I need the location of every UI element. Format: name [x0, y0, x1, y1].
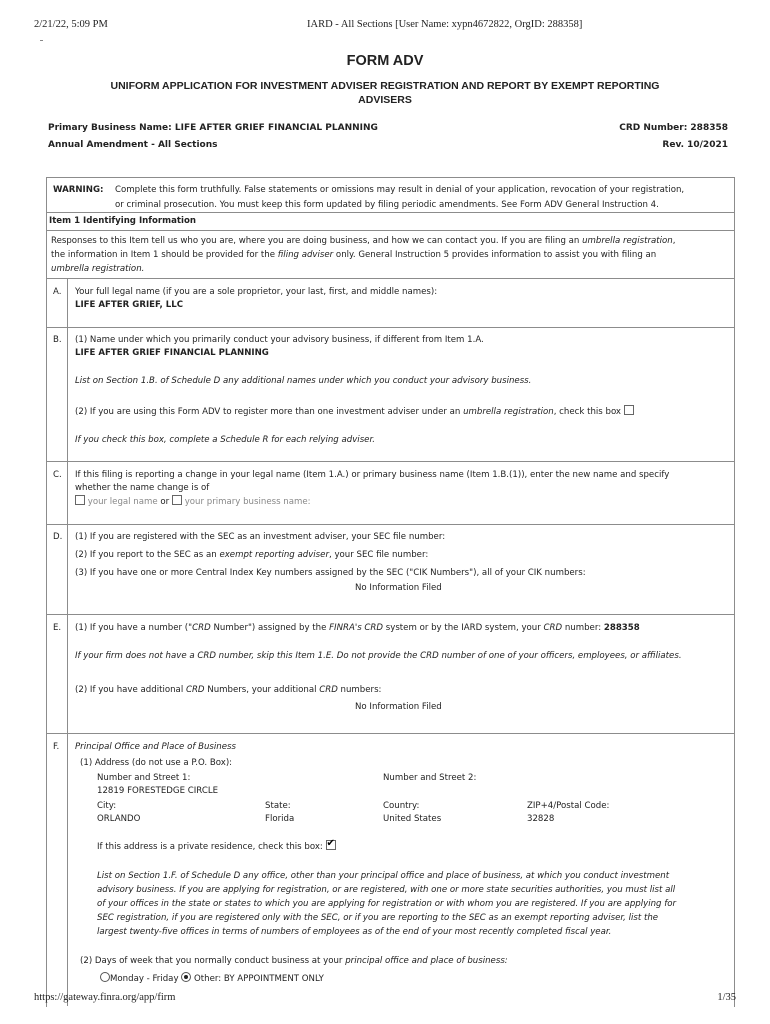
- item-D-q3-answer: No Information Filed: [355, 583, 442, 593]
- print-url: https://gateway.finra.org/app/firm: [34, 992, 176, 1003]
- country-label: Country:: [383, 801, 420, 811]
- item-B-note2: If you check this box, complete a Schedule R for each relying adviser.: [75, 435, 375, 445]
- business-name-option-label: your primary business name:: [184, 497, 311, 507]
- warning-line2: or criminal prosecution. You must keep this form updated by filing periodic amendments. See Form ADV General Instruction 4.: [115, 200, 659, 210]
- item1-intro-line3: umbrella registration.: [51, 264, 145, 274]
- item-F-note-line5: largest twenty-five offices in terms of numbers of employees as of the end of your most recently completed fiscal year.: [97, 927, 612, 937]
- revision: Rev. 10/2021: [662, 140, 728, 150]
- item-F-note-line4: SEC registration, if you are registered only with the SEC, or if you are reporting to the SEC as an exempt reporting adviser, list the: [97, 913, 659, 923]
- state-value: Florida: [265, 814, 295, 824]
- item-B-note1: List on Section 1.B. of Schedule D any additional names under which you conduct your advisory business.: [75, 376, 532, 386]
- divider: [46, 614, 735, 615]
- item-E-q2: (2) If you have additional CRD Numbers, your additional CRD numbers:: [75, 685, 382, 695]
- item-F-note-line2: advisory business. If you are applying for registration, or are registered, with one or more state securities authorities, you must list all: [97, 885, 676, 895]
- crd-number: CRD Number: 288358: [619, 123, 728, 133]
- legal-name-option-label: your legal name: [87, 497, 158, 507]
- item-B-q1: (1) Name under which you primarily conduct your advisory business, if different from Item 1.A.: [75, 335, 484, 345]
- item-F-note-line3: of your offices in the state or states to which you are applying for registration or with whom you are registered. If you are applying for: [97, 899, 677, 909]
- item-A-question: Your full legal name (if you are a sole proprietor, your last, first, and middle names):: [75, 287, 438, 297]
- divider: [46, 461, 735, 462]
- item-C-options: your legal name or your primary business name:: [75, 495, 311, 509]
- form-subtitle-line2: ADVISERS: [358, 94, 412, 106]
- item-F-note-line1: List on Section 1.F. of Schedule D any office, other than your principal office and place of business, at which you conduct investment: [97, 871, 670, 881]
- item1-heading: Item 1 Identifying Information: [49, 216, 196, 226]
- legal-name-change-checkbox[interactable]: [75, 495, 85, 505]
- item-B-letter: B.: [53, 335, 62, 345]
- annual-amendment: Annual Amendment - All Sections: [48, 140, 218, 150]
- stray-mark: [40, 40, 43, 41]
- warning-line1: Complete this form truthfully. False statements or omissions may result in denial of your application, revocation of your registration,: [115, 185, 685, 195]
- print-page-title: IARD - All Sections [User Name: xypn4672822, OrgID: 288358]: [307, 19, 583, 30]
- street2-label: Number and Street 2:: [383, 773, 477, 783]
- item-F-heading: Principal Office and Place of Business: [75, 742, 236, 752]
- divider: [46, 278, 735, 279]
- item-E-q2-answer: No Information Filed: [355, 702, 442, 712]
- other-days-label: Other: BY APPOINTMENT ONLY: [194, 974, 324, 984]
- item-D-letter: D.: [53, 532, 63, 542]
- item-F-sub2: (2) Days of week that you normally conduct business at your principal office and place of business:: [80, 956, 508, 966]
- form-subtitle-line1: UNIFORM APPLICATION FOR INVESTMENT ADVISER REGISTRATION AND REPORT BY EXEMPT REPORTING: [110, 80, 660, 92]
- item-D-q2: (2) If you report to the SEC as an exempt reporting adviser, your SEC file number:: [75, 550, 429, 560]
- item-E-note: If your firm does not have a CRD number, skip this Item 1.E. Do not provide the CRD number of one of your officers, employees, or affiliates.: [75, 651, 682, 661]
- item-D-q3: (3) If you have one or more Central Index Key numbers assigned by the SEC ("CIK Numbers"), all of your CIK numbers:: [75, 568, 586, 578]
- item-B-q2: (2) If you are using this Form ADV to register more than one investment adviser under an umbrella registration, check this box: [75, 405, 634, 419]
- divider: [46, 212, 735, 213]
- item1-intro-line1: Responses to this Item tell us who you are, where you are doing business, and how we can contact you. If you are filing an umbrella registration,: [51, 236, 676, 246]
- street1-value: 12819 FORESTEDGE CIRCLE: [97, 786, 219, 796]
- item-C-line2: whether the name change is of: [75, 483, 210, 493]
- private-residence-checkbox[interactable]: [326, 840, 336, 850]
- country-value: United States: [383, 814, 442, 824]
- divider: [46, 524, 735, 525]
- primary-business-name: Primary Business Name: LIFE AFTER GRIEF FINANCIAL PLANNING: [48, 123, 378, 133]
- umbrella-registration-checkbox[interactable]: [624, 405, 634, 415]
- item-E-letter: E.: [53, 623, 62, 633]
- letter-column-divider: [67, 278, 68, 1006]
- item1-intro-line2: the information in Item 1 should be provided for the filing adviser only. General Instruction 5 provides information to assist you with filing an: [51, 250, 657, 260]
- item-C-letter: C.: [53, 470, 62, 480]
- city-value: ORLANDO: [97, 814, 141, 824]
- item-C-line1: If this filing is reporting a change in your legal name (Item 1.A.) or primary business name (Item 1.B.(1)), enter the new name and specify: [75, 470, 670, 480]
- item-E-crd-answer: 288358: [603, 623, 640, 633]
- item-E-q1: (1) If you have a number ("CRD Number") assigned by the FINRA's CRD system or by the IARD system, your CRD number: 288358: [75, 623, 640, 633]
- divider: [46, 230, 735, 231]
- item-A-letter: A.: [53, 287, 62, 297]
- item-D-q1: (1) If you are registered with the SEC as an investment adviser, your SEC file number:: [75, 532, 446, 542]
- monday-friday-label: Monday - Friday: [110, 974, 179, 984]
- item-B-a1: LIFE AFTER GRIEF FINANCIAL PLANNING: [75, 348, 269, 358]
- street1-label: Number and Street 1:: [97, 773, 191, 783]
- zip-value: 32828: [527, 814, 555, 824]
- item-F-letter: F.: [53, 742, 60, 752]
- zip-label: ZIP+4/Postal Code:: [527, 801, 610, 811]
- business-name-change-checkbox[interactable]: [172, 495, 182, 505]
- monday-friday-radio[interactable]: [100, 972, 110, 982]
- divider: [46, 327, 735, 328]
- private-residence-row: If this address is a private residence, check this box: ✔: [97, 840, 336, 854]
- warning-label: WARNING:: [53, 185, 104, 195]
- state-label: State:: [265, 801, 291, 811]
- print-page-number: 1/35: [717, 992, 736, 1003]
- city-label: City:: [97, 801, 117, 811]
- item-A-answer: LIFE AFTER GRIEF, LLC: [75, 300, 184, 310]
- print-datetime: 2/21/22, 5:09 PM: [34, 19, 108, 30]
- form-title: FORM ADV: [346, 53, 424, 69]
- divider: [46, 733, 735, 734]
- other-days-radio[interactable]: [181, 972, 191, 982]
- item-F-sub1: (1) Address (do not use a P.O. Box):: [80, 758, 233, 768]
- days-options: [100, 972, 324, 986]
